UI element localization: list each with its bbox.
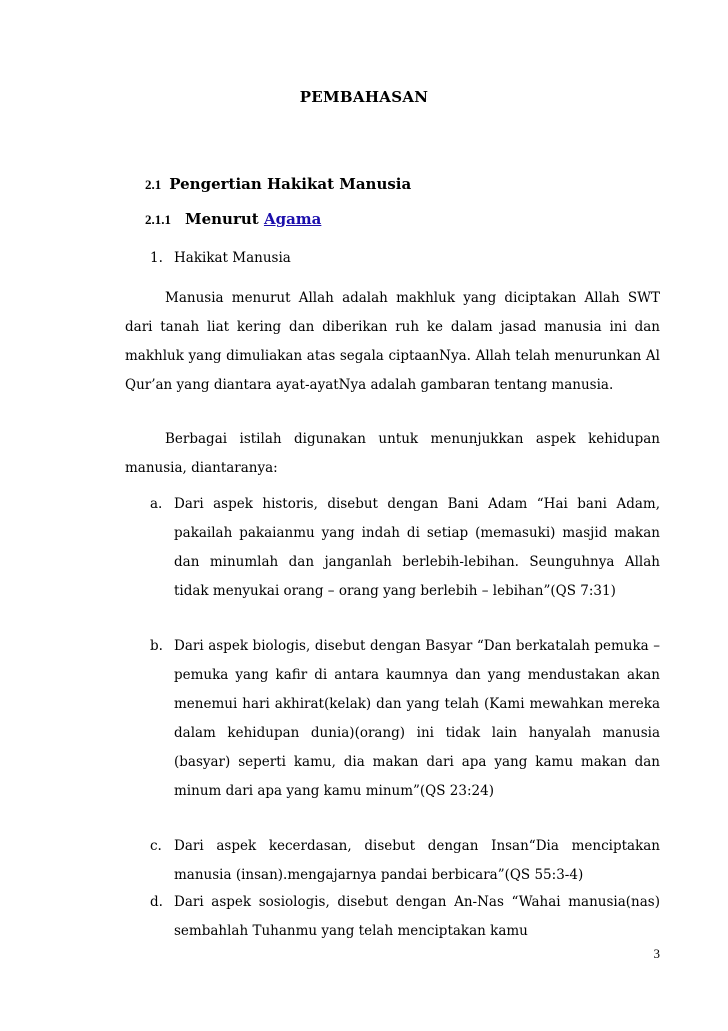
list-item: [150, 888, 660, 946]
list-item-text: Dari aspek historis, disebut dengan Bani Adam “Hai bani Adam, pakailah pakaianmu yang indah di setiap (memasuki) masjid makan dan minumlah dan janganlah berlebih-lebihan. Seunguhnya Allah tidak menyukai orang – orang yang berlebih – lebihan”(QS 7:31): [174, 496, 660, 599]
list-item-text: Dari aspek kecerdasan, disebut dengan Insan“Dia menciptakan manusia (insan).mengajarnya pandai berbicara”(QS 55:3-4): [174, 838, 660, 883]
page-number: 3: [653, 946, 660, 961]
list-item-text: Dari aspek biologis, disebut dengan Basyar “Dan berkatalah pemuka – pemuka yang kafir di antara kaumnya dan yang mendustakan akan menemui hari akhirat(kelak) dan yang telah (Kami mewahkan mereka dalam kehidupan dunia)(orang) ini tidak lain hanyalah manusia (basyar) seperti kamu, dia makan dari apa yang kamu makan dan minum dari apa yang kamu minum”(QS 23:24): [174, 638, 660, 799]
subitem-number: 1.: [150, 250, 163, 266]
subsection-heading: [145, 210, 321, 228]
list-item-label: b.: [150, 638, 163, 654]
section-number: 2.1: [145, 177, 162, 192]
list-item-text: Dari aspek sosiologis, disebut dengan An-Nas “Wahai manusia(nas) sembahlah Tuhanmu yang telah menciptakan kamu: [174, 894, 660, 939]
agama-link[interactable]: Agama: [263, 210, 322, 228]
subitem-heading: [150, 250, 291, 266]
list-item: [150, 832, 660, 890]
subsection-number: 2.1.1: [145, 212, 171, 227]
subitem-title: Hakikat Manusia: [174, 250, 291, 266]
paragraph-1: Manusia menurut Allah adalah makhluk yang diciptakan Allah SWT dari tanah liat kering dan diberikan ruh ke dalam jasad manusia ini dan makhluk yang dimuliakan atas segala ciptaanNya. Allah telah menurunkan Al Qur’an yang diantara ayat-ayatNya adalah gambaran tentang manusia.: [125, 290, 660, 393]
section-title: Pengertian Hakikat Manusia: [169, 175, 412, 193]
list-item-label: d.: [150, 894, 163, 910]
subsection-title-prefix: Menurut: [185, 210, 259, 228]
page-title: PEMBAHASAN: [299, 88, 429, 106]
list-item: [150, 490, 660, 606]
list-item: [150, 632, 660, 806]
section-heading: [145, 175, 411, 193]
list-item-label: c.: [150, 838, 162, 854]
list-item-label: a.: [150, 496, 163, 512]
paragraph-2: Berbagai istilah digunakan untuk menunjukkan aspek kehidupan manusia, diantaranya:: [125, 431, 660, 476]
